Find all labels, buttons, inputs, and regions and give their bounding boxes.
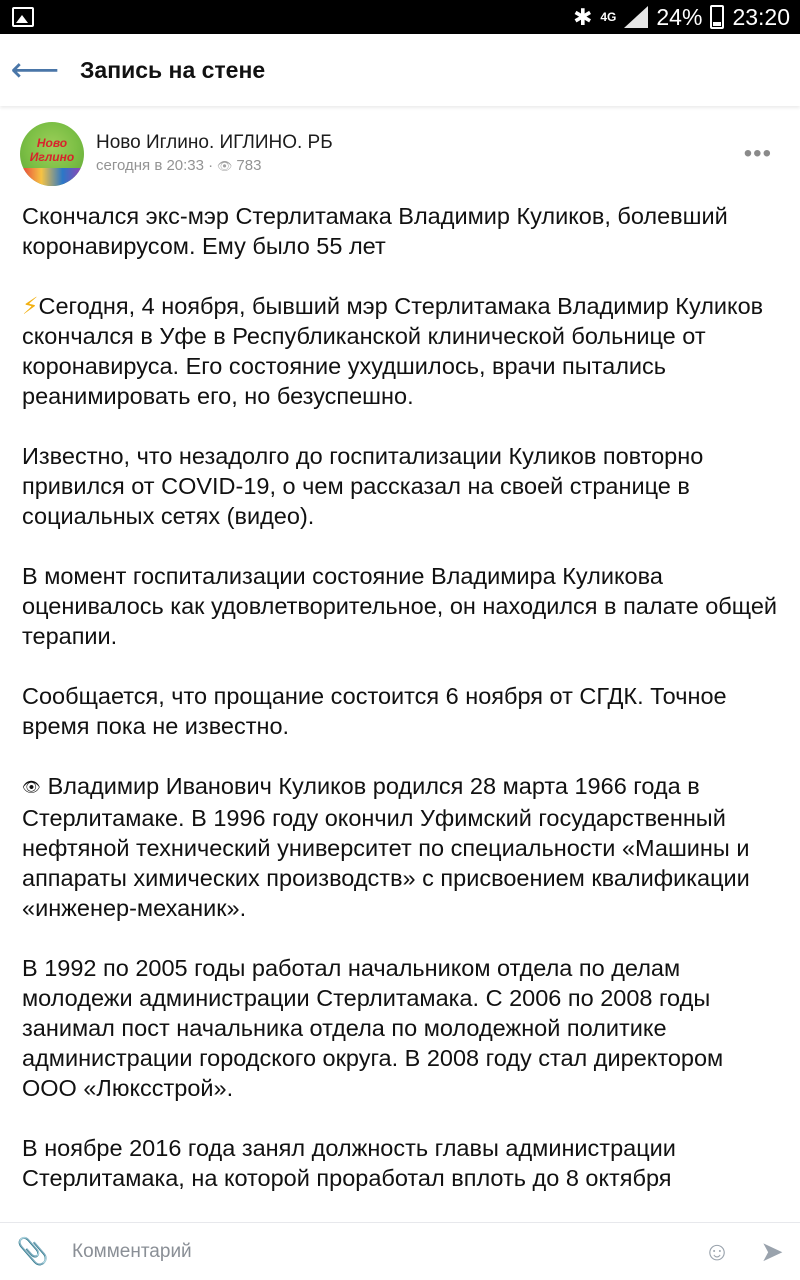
post-paragraph: Известно, что незадолго до госпитализации Куликов повторно привился от COVID-19, о чем рассказал на своей странице в социальных сетях (видео). [22, 443, 704, 529]
more-options-button[interactable] [743, 140, 772, 167]
comment-input[interactable] [66, 1241, 698, 1263]
post-paragraph: Скончался экс-мэр Стерлитамака Владимир Куликов, болевший коронавирусом. Ему было 55 лет [22, 203, 728, 259]
status-bar [0, 0, 800, 34]
post-paragraph: В 1992 по 2005 годы работал начальником отдела по делам молодежи администрации Стерлитамака. С 2006 по 2008 годы занимал пост начальника отдела по молодежной политике администрации городского округа. В 2008 году стал директором ООО «Люксстрой». [22, 955, 724, 1101]
page-title: Запись на стене [80, 56, 266, 83]
smiley-icon: ☺ [703, 1236, 731, 1266]
post-paragraph: Сообщается, что прощание состоится 6 ноября от СГДК. Точное время пока не известно. [22, 683, 727, 739]
battery-icon [710, 5, 724, 29]
comment-bar [0, 1222, 800, 1280]
send-arrow-icon: ➤ [760, 1236, 784, 1267]
attach-button[interactable] [0, 1236, 66, 1267]
network-type: 4G [600, 9, 617, 24]
post-meta [96, 157, 261, 174]
avatar-logo-text: Ново Иглино [29, 136, 75, 164]
post-paragraph: В ноябре 2016 года занял должность главы администрации Стерлитамака, на которой проработал вплоть до 8 октября [22, 1135, 676, 1191]
avatar-logo-stripe [20, 168, 84, 186]
arrow-left-icon: ⟵ [10, 51, 60, 89]
views-eye-icon: 👁 [217, 158, 233, 173]
app-header [0, 34, 800, 106]
eye-emoji-icon: 👁 [22, 779, 42, 796]
post-text [22, 201, 782, 1223]
battery-percent: 24% [656, 3, 703, 30]
more-dots-icon: ••• [743, 140, 772, 167]
clock: 23:20 [732, 3, 790, 30]
post-paragraph: ⚡Сегодня, 4 ноября, бывший мэр Стерлитамака Владимир Куликов скончался в Уфе в Республиканской клинической больнице от коронавируса. Его состояние ухудшилось, врачи пытались реанимировать его, но безуспешно. [22, 293, 764, 409]
post-paragraph: 👁 Владимир Иванович Куликов родился 28 марта 1966 года в Стерлитамаке. В 1996 году окончил Уфимский государственный нефтяной технический университет по специальности «Машины и аппараты химических производств» с присвоением квалификации «инженер-механик». [22, 773, 750, 921]
post-time: сегодня в 20:33 · [96, 157, 214, 174]
paperclip-icon: 📎 [16, 1236, 50, 1266]
gallery-notification-icon [12, 7, 34, 27]
lightning-icon: ⚡ [22, 293, 39, 319]
views-count: 783 [236, 157, 262, 174]
avatar[interactable] [20, 122, 84, 186]
send-button[interactable] [744, 1235, 800, 1268]
emoji-button[interactable] [698, 1233, 736, 1271]
bluetooth-icon: ✱ [573, 3, 593, 30]
author-name[interactable]: Ново Иглино. ИГЛИНО. РБ [96, 132, 333, 153]
back-button[interactable] [0, 34, 70, 106]
post-paragraph: В момент госпитализации состояние Владимира Куликова оценивалось как удовлетворительное, он находился в палате общей терапии. [22, 563, 778, 649]
signal-icon [624, 6, 648, 28]
post-header [0, 120, 800, 190]
